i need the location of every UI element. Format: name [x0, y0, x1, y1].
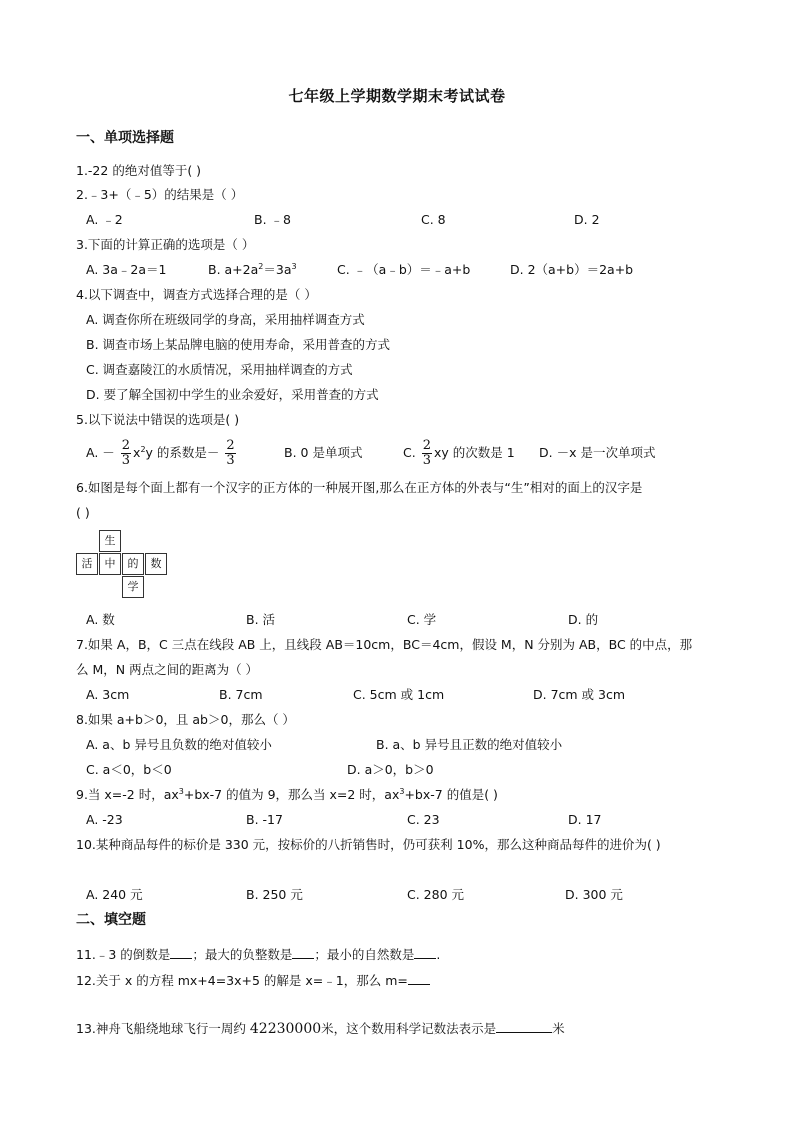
- fraction: [422, 439, 432, 468]
- question-3-option-c: C. ﹣（a﹣b）＝﹣a+b: [337, 262, 471, 277]
- answer-blank[interactable]: [292, 946, 314, 959]
- question-3-option-b: [208, 262, 297, 278]
- question-12-stem: [76, 972, 430, 989]
- question-10-stem: 10.某种商品每件的标价是 330 元，按标价的八折销售时，仍可获利 10%，那么这种商品每件的进价为( ): [76, 837, 661, 852]
- question-3-option-a: A. 3a﹣2a＝1: [86, 262, 167, 277]
- fraction-denominator: 3: [121, 453, 131, 468]
- question-5-option-b: B. 0 是单项式: [284, 445, 363, 460]
- cube-net-face-top: 生: [99, 530, 121, 552]
- question-11-part-3: ；最小的自然数是: [314, 947, 415, 962]
- question-9-part-3: +bx-7 的值是( ): [404, 787, 498, 802]
- question-2-stem: 2.﹣3+（﹣5）的结果是（ ）: [76, 187, 244, 202]
- exponent: 2: [140, 445, 146, 454]
- question-2-option-c: C. 8: [421, 212, 446, 227]
- question-13-stem: [76, 1020, 565, 1037]
- cube-net-face: 中: [99, 553, 121, 575]
- question-12-part-1: 12.关于 x 的方程 mx+4=3x+5 的解是 x=﹣1，那么 m=: [76, 973, 408, 988]
- answer-blank[interactable]: [496, 1020, 552, 1033]
- question-2-option-b: B. ﹣8: [254, 212, 291, 227]
- question-6-option-a: A. 数: [86, 612, 115, 627]
- question-13-part-3: 米: [552, 1021, 565, 1036]
- cube-net-figure: [76, 530, 168, 600]
- cube-net-face: 的: [122, 553, 144, 575]
- answer-blank[interactable]: [414, 946, 436, 959]
- question-13-part-1: 13.神舟飞船绕地球飞行一周约: [76, 1021, 246, 1036]
- answer-blank[interactable]: [170, 946, 192, 959]
- question-7-stem-line2: 么 M，N 两点之间的距离为（ ）: [76, 662, 259, 677]
- question-7-option-b: B. 7cm: [219, 687, 263, 702]
- question-2-option-d: D. 2: [574, 212, 600, 227]
- question-2-option-a: A. ﹣2: [86, 212, 123, 227]
- fraction: [121, 439, 131, 468]
- question-5-option-a: [86, 438, 238, 468]
- question-13-part-2: 米，这个数用科学记数法表示是: [321, 1021, 497, 1036]
- question-11-stem: [76, 946, 440, 963]
- question-5-stem: 5.以下说法中错误的选项是( ): [76, 412, 240, 427]
- question-9-option-c: C. 23: [407, 812, 440, 827]
- fraction-numerator: 2: [422, 438, 431, 453]
- question-8-option-b: B. a、b 异号且正数的绝对值较小: [376, 737, 563, 752]
- exponent: 2: [258, 262, 264, 271]
- question-8-option-d: D. a＞0，b＞0: [347, 762, 434, 777]
- answer-blank[interactable]: [408, 972, 430, 985]
- question-8-option-a: A. a、b 异号且负数的绝对值较小: [86, 737, 272, 752]
- question-11-part-1: 11.﹣3 的倒数是: [76, 947, 171, 962]
- fraction-numerator: 2: [121, 438, 131, 453]
- question-3-stem: 3.下面的计算正确的选项是（ ）: [76, 237, 255, 252]
- question-5-option-c: [403, 438, 515, 468]
- question-5-option-a-suffix: y 的系数是－: [145, 445, 220, 460]
- question-9-option-d: D. 17: [568, 812, 602, 827]
- question-6-option-d: D. 的: [568, 612, 599, 627]
- question-5-option-a-prefix: A. －: [86, 445, 115, 460]
- question-9-part-1: 9.当 x=-2 时，ax: [76, 787, 179, 802]
- question-6-stem-line1: 6.如图是每个面上都有一个汉字的正方体的一种展开图,那么在正方体的外表与“生”相对的面上的汉字是: [76, 480, 643, 495]
- question-4-option-d: D. 要了解全国初中学生的业余爱好，采用普查的方式: [86, 387, 379, 402]
- cube-net-face-bottom: 学: [122, 576, 144, 598]
- question-8-stem: 8.如果 a+b＞0，且 ab＞0，那么（ ）: [76, 712, 295, 727]
- question-6-option-b: B. 活: [246, 612, 276, 627]
- fraction: [225, 439, 235, 468]
- question-4-option-a: A. 调查你所在班级同学的身高，采用抽样调查方式: [86, 312, 365, 327]
- question-4-option-b: B. 调查市场上某品牌电脑的使用寿命，采用普查的方式: [86, 337, 391, 352]
- exam-title: 七年级上学期数学期末考试试卷: [288, 87, 506, 105]
- question-11-part-4: .: [436, 947, 441, 962]
- fraction-denominator: 3: [226, 453, 235, 468]
- question-4-option-c: C. 调查嘉陵江的水质情况，采用抽样调查的方式: [86, 362, 353, 377]
- question-7-option-c: C. 5cm 或 1cm: [353, 687, 445, 702]
- section-heading-multiple-choice: 一、单项选择题: [76, 130, 174, 146]
- question-3-option-d: D. 2（a+b）＝2a+b: [510, 262, 634, 277]
- question-3-option-b-right: ＝3a: [263, 262, 292, 277]
- exponent: 3: [291, 262, 297, 271]
- cube-net-face: 活: [76, 553, 98, 575]
- question-10-option-c: C. 280 元: [407, 887, 465, 902]
- question-1-stem: 1.-22 的绝对值等于( ): [76, 163, 202, 178]
- question-9-part-2: +bx-7 的值为 9，那么当 x=2 时，ax: [183, 787, 400, 802]
- fraction-denominator: 3: [422, 453, 431, 468]
- question-10-option-d: D. 300 元: [565, 887, 623, 902]
- exponent: 3: [399, 787, 405, 796]
- question-7-stem-line1: 7.如果 A，B，C 三点在线段 AB 上，且线段 AB＝10cm，BC＝4cm，假设 M，N 分别为 AB，BC 的中点，那: [76, 637, 693, 652]
- question-13-number: 42230000: [249, 1021, 322, 1037]
- question-9-option-a: A. -23: [86, 812, 123, 827]
- question-6-stem-line2: ( ): [76, 505, 90, 520]
- question-8-option-c: C. a＜0，b＜0: [86, 762, 172, 777]
- question-3-option-b-left: B. a+2a: [208, 262, 259, 277]
- question-7-option-a: A. 3cm: [86, 687, 130, 702]
- question-10-option-b: B. 250 元: [246, 887, 303, 902]
- section-heading-fill-in: 二、填空题: [76, 912, 146, 928]
- question-9-stem: [76, 787, 498, 803]
- question-4-stem: 4.以下调查中，调查方式选择合理的是（ ）: [76, 287, 317, 302]
- question-5-option-c-suffix: xy 的次数是 1: [433, 445, 515, 460]
- exponent: 3: [178, 787, 184, 796]
- question-5-option-d: D. －x 是一次单项式: [539, 445, 656, 460]
- question-10-option-a: A. 240 元: [86, 887, 143, 902]
- question-9-option-b: B. -17: [246, 812, 283, 827]
- cube-net-face: 数: [145, 553, 167, 575]
- question-6-option-c: C. 学: [407, 612, 437, 627]
- question-5-option-c-prefix: C.: [403, 445, 416, 460]
- fraction-numerator: 2: [226, 438, 235, 453]
- question-11-part-2: ；最大的负整数是: [192, 947, 293, 962]
- variable-x: x: [133, 445, 141, 460]
- question-7-option-d: D. 7cm 或 3cm: [533, 687, 626, 702]
